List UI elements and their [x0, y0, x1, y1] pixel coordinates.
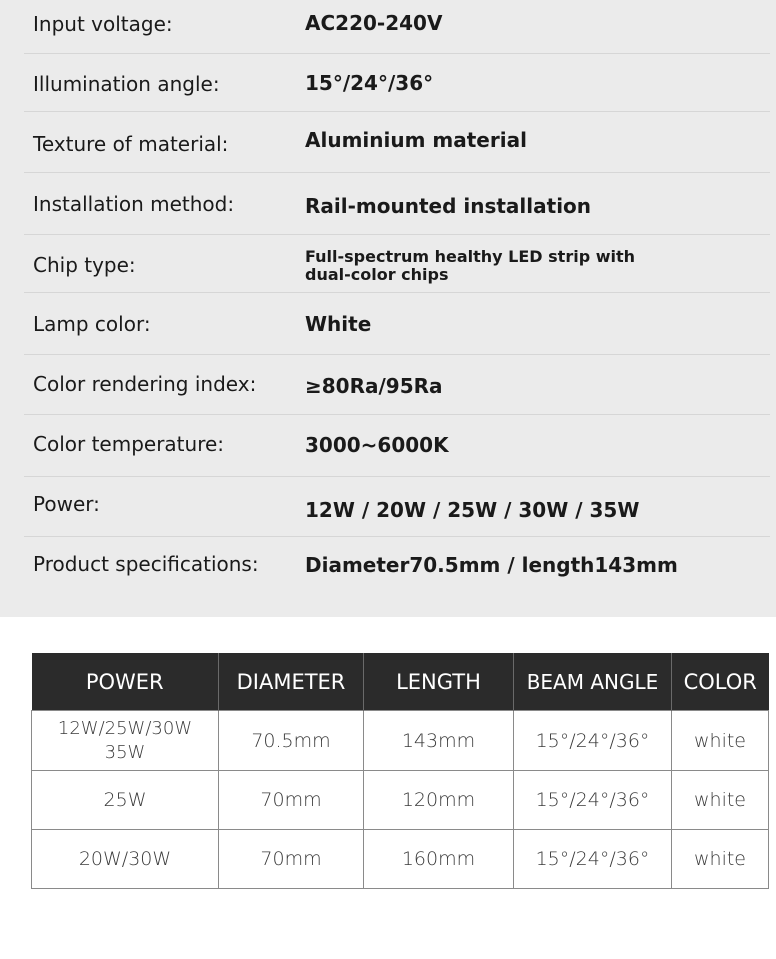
spec-value: 3000~6000K [305, 433, 449, 457]
cell-power-text: 12W/25W/30W 35W [57, 717, 193, 763]
table-row [32, 711, 769, 771]
spec-row-texture-of-material [24, 112, 770, 173]
spec-row-illumination-angle [24, 54, 770, 112]
spec-value: White [305, 312, 372, 336]
header-beam-angle: BEAM ANGLE [514, 653, 672, 711]
cell-length: 143mm [364, 711, 514, 771]
spec-label: Power: [33, 492, 100, 516]
spec-value: Rail-mounted installation [305, 194, 592, 218]
spec-value: ≥80Ra/95Ra [305, 374, 443, 398]
header-diameter: DIAMETER [219, 653, 364, 711]
spec-value: AC220-240V [305, 11, 443, 35]
spec-label: Color temperature: [33, 432, 225, 456]
cell-diameter: 70.5mm [219, 711, 364, 771]
spec-row-chip-type [24, 235, 770, 293]
cell-length: 160mm [364, 830, 514, 889]
header-length: LENGTH [364, 653, 514, 711]
spec-value: Aluminium material [305, 128, 527, 152]
cell-power: 20W/30W [32, 830, 219, 889]
table-header-row [32, 653, 769, 711]
spec-label: Chip type: [33, 253, 136, 277]
spec-value: 12W / 20W / 25W / 30W / 35W [305, 498, 640, 522]
spec-row-lamp-color [24, 293, 770, 355]
cell-beam-angle: 15°/24°/36° [514, 830, 672, 889]
cell-beam-angle: 15°/24°/36° [514, 771, 672, 830]
spec-label: Installation method: [33, 192, 235, 216]
spec-row-product-specifications [24, 537, 770, 597]
spec-row-input-voltage [24, 0, 770, 54]
spec-value: 15°/24°/36° [305, 71, 434, 95]
cell-color: white [672, 771, 769, 830]
spec-label: Illumination angle: [33, 72, 220, 96]
spec-label: Product specifications: [33, 552, 259, 576]
cell-color: white [672, 830, 769, 889]
spec-row-color-temperature [24, 415, 770, 477]
cell-power [32, 711, 219, 771]
spec-value: Diameter70.5mm / length143mm [305, 553, 678, 577]
product-table [31, 653, 769, 889]
cell-diameter: 70mm [219, 771, 364, 830]
cell-diameter: 70mm [219, 830, 364, 889]
cell-power: 25W [32, 771, 219, 830]
header-power: POWER [32, 653, 219, 711]
header-color: COLOR [672, 653, 769, 711]
spec-value: Full-spectrum healthy LED strip with dual-color chips [305, 247, 636, 284]
table-row [32, 771, 769, 830]
spec-label: Input voltage: [33, 12, 173, 36]
spec-row-color-rendering-index [24, 355, 770, 415]
spec-row-power [24, 477, 770, 537]
cell-color: white [672, 711, 769, 771]
cell-length: 120mm [364, 771, 514, 830]
spec-label: Lamp color: [33, 312, 151, 336]
spec-label: Texture of material: [33, 132, 229, 156]
table-row [32, 830, 769, 889]
spec-row-installation-method [24, 173, 770, 235]
cell-beam-angle: 15°/24°/36° [514, 711, 672, 771]
spec-label: Color rendering index: [33, 372, 257, 396]
